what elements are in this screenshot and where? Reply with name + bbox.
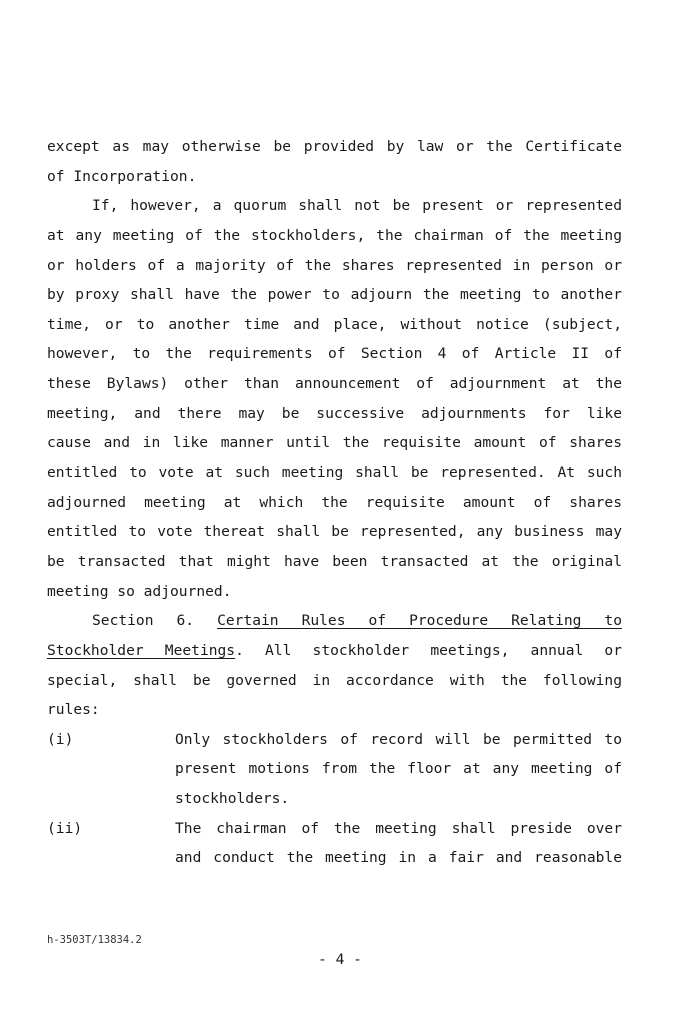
document-id: h-3503T/13834.2 [47,934,142,946]
text-line: by proxy shall have the power to adjourn the meeting to another [47,286,622,304]
text-line: or holders of a majority of the shares represented in person or [47,256,622,274]
rule-item [47,814,622,873]
rule-number: (ii) [47,819,83,837]
text-line: special, shall be governed in accordance with the following [47,671,622,689]
paragraph-2 [47,191,622,606]
text-line: except as may otherwise be provided by law or the Certificate [47,138,622,155]
rule-number: (i) [47,730,74,748]
text-line: however, to the requirements of Section 4 of Article II of [47,345,622,363]
text-line: entitled to vote at such meeting shall be represented. At such [47,464,622,482]
text-line: If, however, a quorum shall not be present or represented [92,197,622,215]
text-line: entitled to vote thereat shall be represented, any business may [47,523,622,541]
section-title-continued: Stockholder Meetings [47,641,236,659]
section-6 [47,606,622,725]
body-text [47,132,622,873]
text-line: meeting, and there may be successive adjournments for like [47,404,622,422]
text-line: be transacted that might have been transacted at the original [47,552,622,570]
text-line: adjourned meeting at which the requisite amount of shares [47,493,622,511]
rule-text [175,814,622,873]
text-line: The chairman of the meeting shall preside over [175,819,622,837]
text-line: and conduct the meeting in a fair and reasonable [175,849,622,867]
text-line: at any meeting of the stockholders, the chairman of the meeting [47,226,622,244]
text-line: meeting so adjourned. [47,582,232,600]
text-line: present motions from the floor at any meeting of [175,760,622,778]
text-line: stockholders. [175,790,290,808]
section-label: Section 6. [92,612,195,630]
text-line: these Bylaws) other than announcement of adjournment at the [47,375,622,393]
text-line: rules: [47,701,100,719]
rule-text [175,725,622,814]
rule-item [47,725,622,814]
paragraph-1 [47,132,622,191]
text-line: time, or to another time and place, without notice (subject, [47,315,622,333]
section-heading-line [47,606,622,636]
text-line: Only stockholders of record will be permitted to [175,730,622,748]
section-title: Certain Rules of Procedure Relating to [217,612,622,630]
text-line: of Incorporation. [47,167,197,185]
page-number: - 4 - [318,951,362,968]
section-text: . All stockholder meetings, annual or [235,641,622,659]
text-line: cause and in like manner until the requisite amount of shares [47,434,622,452]
text-line [47,636,622,666]
